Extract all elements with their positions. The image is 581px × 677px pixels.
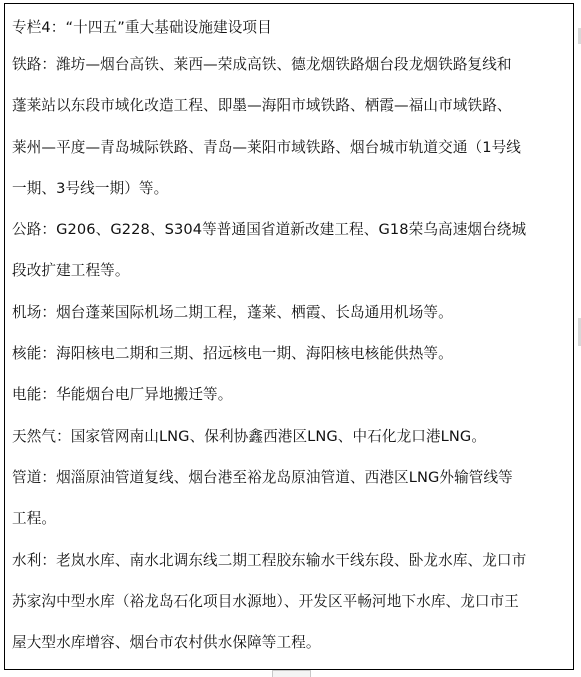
railway-line-3: 莱州—平度—青岛城际铁路、青岛—莱阳市域铁路、烟台城市轨道交通（1号线	[12, 138, 521, 156]
railway-line-2: 蓬莱站以东段市域化改造工程、即墨—海阳市域铁路、栖霞—福山市域铁路、	[12, 97, 512, 115]
water-line-3: 屋大型水库增容、烟台市农村供水保障等工程。	[12, 634, 321, 652]
pipeline-line-1: 管道：烟淄原油管道复线、烟台港至裕龙岛原油管道、西港区LNG外输管线等	[12, 468, 513, 486]
pipeline-line-2: 工程。	[12, 510, 57, 528]
highway-line-1: 公路：G206、G228、S304等普通国省道新改建工程、G18荣乌高速烟台绕城	[12, 221, 527, 239]
column-title: 专栏4：“十四五”重大基础设施建设项目	[12, 19, 272, 36]
highway-line-2: 段改扩建工程等。	[12, 262, 130, 280]
project-table-box	[4, 3, 574, 670]
airport-line: 机场：烟台蓬莱国际机场二期工程，蓬莱、栖霞、长岛通用机场等。	[12, 303, 453, 321]
power-line: 电能：华能烟台电厂异地搬迁等。	[12, 386, 233, 404]
page-split-handle[interactable]	[272, 670, 311, 677]
water-line-1: 水利：老岚水库、南水北调东线二期工程胶东输水干线东段、卧龙水库、龙口市	[12, 551, 527, 569]
nuclear-line: 核能：海阳核电二期和三期、招远核电一期、海阳核电核能供热等。	[12, 345, 453, 363]
railway-line-1: 铁路：潍坊—烟台高铁、莱西—荣成高铁、德龙烟铁路烟台段龙烟铁路复线和	[12, 56, 512, 73]
railway-line-4: 一期、3号线一期）等。	[12, 179, 169, 197]
water-line-2: 苏家沟中型水库（裕龙岛石化项目水源地）、开发区平畅河地下水库、龙口市王	[12, 592, 519, 610]
natural-gas-line: 天然气：国家管网南山LNG、保利协鑫西港区LNG、中石化龙口港LNG。	[12, 427, 487, 445]
